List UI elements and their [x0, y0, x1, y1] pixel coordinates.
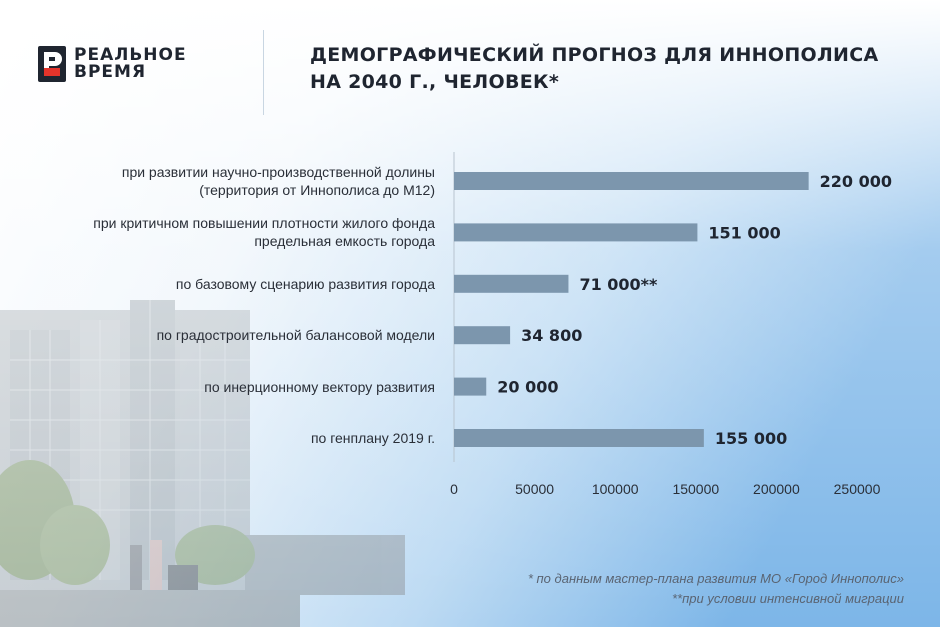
brand-line-1: РЕАЛЬНОЕ — [74, 45, 187, 65]
category-label-0-line-0: при развитии научно-производственной долины — [121, 164, 435, 180]
category-label-1-line-1: предельная емкость города — [254, 233, 435, 250]
category-label-5-line-0: по генплану 2019 г. — [310, 430, 435, 446]
x-tick-label-2: 100000 — [591, 481, 639, 497]
data-label-0: 220 000 — [819, 172, 893, 191]
x-tick-label-0: 0 — [450, 481, 458, 497]
category-label-4-line-0: по инерционному вектору развития — [204, 378, 435, 395]
bar-4 — [454, 378, 486, 396]
title-line-1: ДЕМОГРАФИЧЕСКИЙ ПРОГНОЗ ДЛЯ ИННОПОЛИСА — [310, 44, 879, 66]
data-label-5: 155 000 — [714, 429, 788, 448]
x-tick-label-4: 200000 — [753, 481, 800, 497]
x-tick-label-3: 150000 — [672, 481, 720, 497]
category-label-2-line-0: по базовому сценарию развития города — [175, 275, 435, 292]
footnote-2: **при условии интенсивной миграции — [671, 591, 904, 606]
bar-2 — [454, 275, 568, 293]
data-label-4: 20 000 — [497, 377, 559, 397]
bar-0 — [454, 172, 809, 190]
title-line-2: НА 2040 Г., ЧЕЛОВЕК* — [310, 71, 560, 93]
data-label-2: 71 000** — [579, 274, 658, 294]
bar-5 — [454, 429, 704, 447]
category-label-1-line-0: при критичном повышении плотности жилого фонда — [93, 215, 435, 232]
category-label-3-line-0: по градостроительной балансовой модели — [156, 327, 435, 344]
x-tick-label-1: 50000 — [515, 481, 555, 497]
brand-line-2: ВРЕМЯ — [74, 62, 147, 82]
category-label-0-line-1: (территория от Иннополиса до М12) — [199, 182, 435, 198]
bar-1 — [454, 223, 697, 241]
data-label-3: 34 800 — [521, 326, 583, 346]
footnote-1: * по данным мастер-плана развития МО «Город Иннополис» — [527, 571, 904, 586]
x-tick-label-5: 250000 — [833, 481, 881, 497]
bar-3 — [454, 326, 510, 344]
data-label-1: 151 000 — [708, 223, 781, 243]
